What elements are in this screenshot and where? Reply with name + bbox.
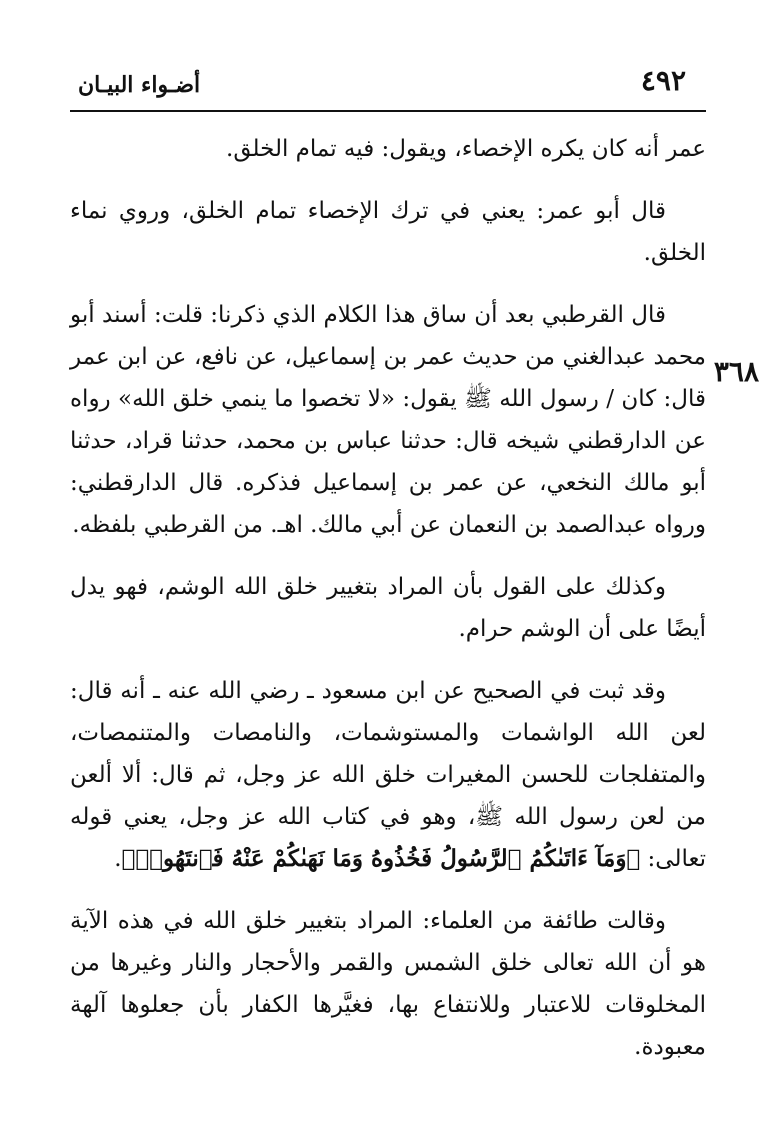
paragraph-5-text: وقد ثبت في الصحيح عن ابن مسعود ـ رضي الله عنه ـ أنه قال: لعن الله الواشمات والمستوشمات، والنامصات والمتنمصات، والمتفلجات للحسن المغيرات خلق الله عز وجل، ثم قال: ألا ألعن من لعن رسول الله ﷺ، وهو في كتاب الله عز وجل، يعني قوله تعالى:: [70, 678, 706, 872]
page-number: ٤٩٢: [640, 64, 686, 97]
paragraph-1: عمر أنه كان يكره الإخصاء، ويقول: فيه تمام الخلق.: [226, 136, 706, 162]
paragraph-5: [70, 670, 706, 880]
paragraph-4: وكذلك على القول بأن المراد بتغيير خلق الله الوشم، فهو يدل أيضًا على أن الوشم حرام.: [70, 574, 706, 642]
page-header: [70, 58, 706, 106]
quran-verse: ﴿وَمَآ ءَاتَىٰكُمُ ٱلرَّسُولُ فَخُذُوهُ وَمَا نَهَىٰكُمْ عَنْهُ فَٱنتَهُوا۟﴾: [121, 845, 641, 872]
margin-volume-page-number: ٣٦٨: [713, 355, 759, 388]
main-text: [70, 128, 706, 1088]
paragraph-3: قال القرطبي بعد أن ساق هذا الكلام الذي ذكرنا: قلت: أسند أبو محمد عبدالغني من حديث عمر بن إسماعيل، عن نافع، عن ابن عمر قال: كان / رسول الله ﷺ يقول: «لا تخصوا ما ينمي خلق الله» رواه عن الدارقطني شيخه قال: حدثنا عباس بن محمد، حدثنا قراد، حدثنا أبو مالك النخعي، عن عمر بن إسماعيل فذكره. قال الدارقطني: ورواه عبدالصمد بن النعمان عن أبي مالك. اهـ. من القرطبي بلفظه.: [70, 302, 706, 538]
book-title: أضـواء البيـان: [78, 72, 201, 98]
paragraph-5-end: .: [114, 846, 122, 872]
paragraph-6: وقالت طائفة من العلماء: المراد بتغيير خلق الله في هذه الآية هو أن الله تعالى خلق الشمس والقمر والأحجار والنار وغيرها من المخلوقات للاعتبار وللانتفاع بها، فغيَّرها الكفار بأن جعلوها آلهة معبودة.: [70, 908, 706, 1060]
header-divider: [70, 110, 706, 112]
paragraph-2: قال أبو عمر: يعني في ترك الإخصاء تمام الخلق، وروي نماء الخلق.: [70, 198, 706, 266]
